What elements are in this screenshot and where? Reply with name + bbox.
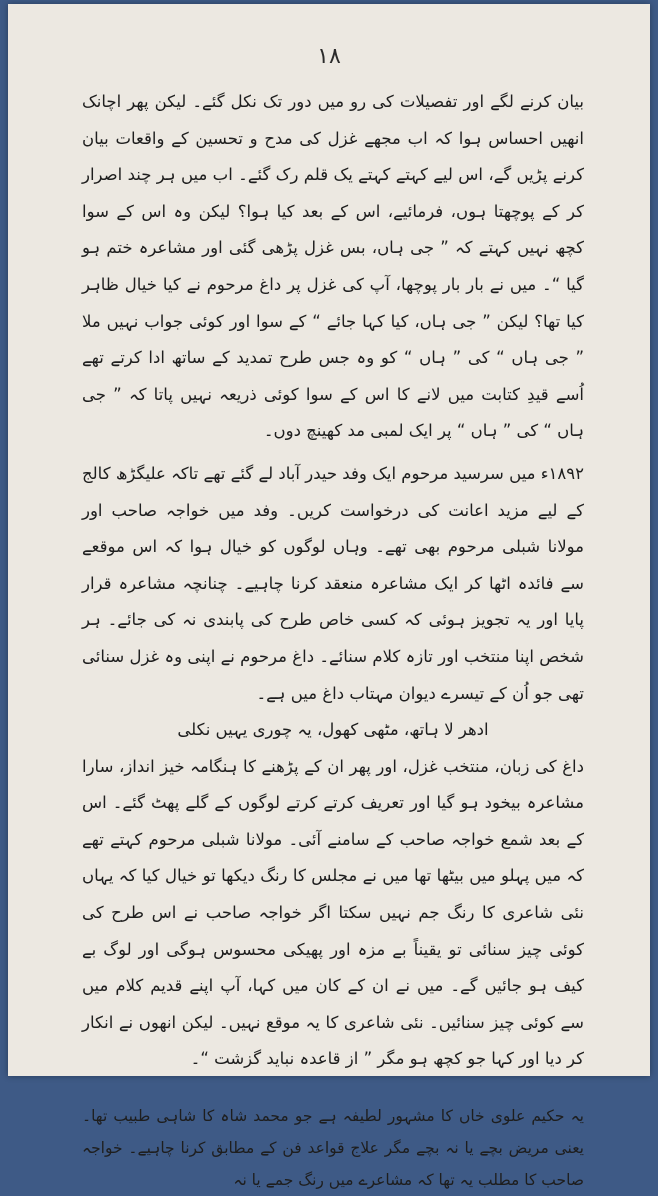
page-number: ١٨ xyxy=(317,44,341,69)
verse-line: ادھر لا ہاتھ، مٹھی کھول، یہ چوری یہیں نکلی xyxy=(177,720,489,740)
paragraph-2: ۱۸۹۲ء میں سرسید مرحوم ایک وفد حیدر آباد لے گئے تھے تاکہ علیگڑھ کالج کے لیے مزید اعانت کی درخواست کریں۔ وفد میں خواجہ صاحب اور مولانا شبلی مرحوم بھی تھے۔ وہاں لوگوں کو خیال ہوا کہ اس موقعے سے فائدہ اٹھا کر ایک مشاعرہ منعقد کرنا چاہیے۔ چنانچہ مشاعرہ قرار پایا اور یہ تجویز ہوئی کہ کسی خاص طرح کی پابندی نہ کی جائے۔ ہر شخص اپنا منتخب اور تازہ کلام سنائے۔ داغ مرحوم نے اپنی وہ غزل سنائی تھی جو اُن کے تیسرے دیوان مہتاب داغ میں ہے۔ xyxy=(82,463,585,703)
paragraph-1: بیان کرنے لگے اور تفصیلات کی رو میں دور تک نکل گئے۔ لیکن پھر اچانک انھیں احساس ہوا کہ اب مجھے غزل کی مدح و تحسین کے واقعات بیان کرنے پڑیں گے، اس لیے کہتے کہتے یک قلم رک گئے۔ اب میں ہر چند اصرار کر کے پوچھتا ہوں، فرمائیے، اس کے بعد کیا ہوا؟ لیکن وہ اس کے سوا کچھ نہیں کہتے کہ ” جی ہاں، بس غزل پڑھی گئی اور مشاعرہ ختم ہو گیا “۔ میں نے بار بار پوچھا، آپ کی غزل پر داغ مرحوم نے کیا خیال ظاہر کیا تھا؟ لیکن ” جی ہاں، کیا کہا جائے “ کے سوا اور کوئی جواب نہیں ملا ” جی ہاں “ کی ” ہاں “ کو وہ جس طرح تمدید کے ساتھ ادا کرتے تھے اُسے قیدِ کتابت میں لانے کا اس کے سوا کوئی ذریعہ نہیں پاتا کہ ” جی ہاں “ کی ” ہاں “ پر ایک لمبی مد کھینچ دوں۔ xyxy=(82,92,584,441)
paragraph-3: داغ کی زبان، منتخب غزل، اور پھر ان کے پڑھنے کا ہنگامہ خیز انداز، سارا مشاعرہ بیخود ہو گیا اور تعریف کرتے کرتے لوگوں کے گلے پھٹ گئے۔ اس کے بعد شمع خواجہ صاحب کے سامنے آئی۔ مولانا شبلی مرحوم کہتے تھے کہ میں پہلو میں بیٹھا تھا میں نے مجلس کا رنگ دیکھا تو خیال کیا کہ یہاں نئی شاعری کا رنگ جم نہیں سکتا اگر خواجہ صاحب نے اس طرح کی کوئی چیز سنائی تو یقیناً بے مزہ اور پھیکی محسوس ہوگی اور لوگ بے کیف ہو جائیں گے۔ میں نے ان کے کان میں کہا، آپ اپنے قدیم کلام میں سے کوئی چیز سنائیں۔ نئی شاعری کا یہ موقع نہیں۔ لیکن انھوں نے انکار کر دیا اور کہا جو کچھ ہو مگر ” از قاعدہ نباید گزشت “۔ xyxy=(82,756,584,1069)
footnote: یہ حکیم علوی خاں کا مشہور لطیفہ ہے جو محمد شاہ کا شاہی طبیب تھا۔ یعنی مریض بچے یا نہ بچے مگر علاج قواعد فن کے مطابق کرنا چاہیے۔ خواجہ صاحب کا مطلب یہ تھا کہ مشاعرے میں رنگ جمے یا نہ xyxy=(82,1107,584,1190)
page-body xyxy=(82,84,584,1196)
book-page xyxy=(8,4,650,1190)
